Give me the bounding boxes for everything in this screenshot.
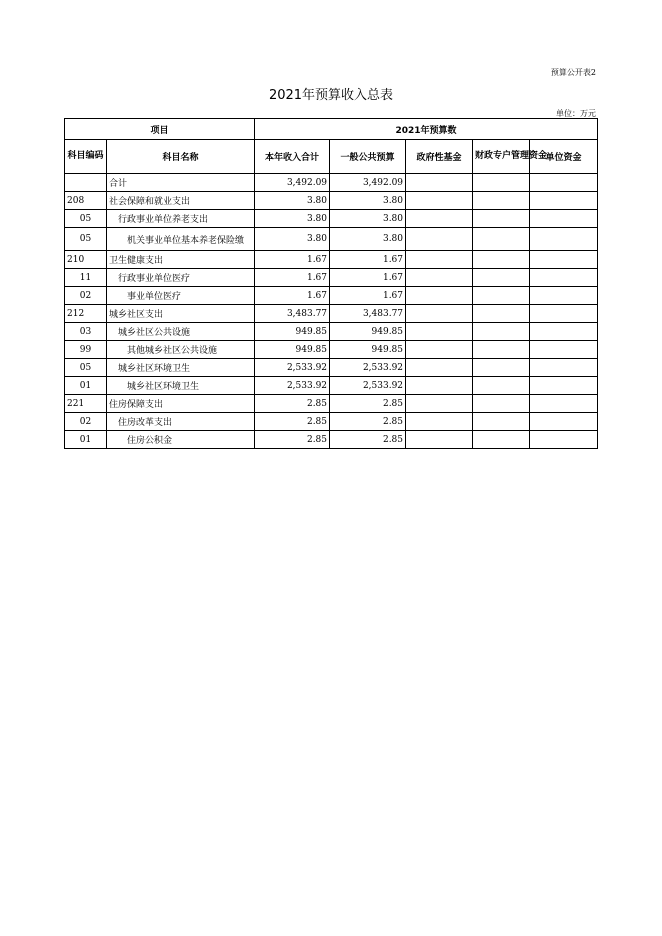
table-row	[65, 210, 598, 228]
row-name: 机关事业单位基本养老保险缴	[107, 228, 255, 251]
row-total: 3,483.77	[255, 305, 330, 323]
row-total: 2.85	[255, 431, 330, 449]
table-row	[65, 431, 598, 449]
row-code: 208	[65, 192, 107, 210]
table-row	[65, 323, 598, 341]
row-code: 212	[65, 305, 107, 323]
row-special	[473, 192, 530, 210]
group-header-budget: 2021年预算数	[255, 119, 598, 140]
column-header-special: 财政专户管理资金	[473, 140, 530, 174]
table-row	[65, 269, 598, 287]
row-fund	[406, 174, 473, 192]
row-fund	[406, 359, 473, 377]
row-unit-funds	[530, 431, 598, 449]
table-row	[65, 413, 598, 431]
row-name: 卫生健康支出	[107, 251, 255, 269]
row-special	[473, 174, 530, 192]
table-row	[65, 341, 598, 359]
row-code: 221	[65, 395, 107, 413]
table-number-label: 预算公开表2	[550, 68, 596, 77]
column-header-total: 本年收入合计	[255, 140, 330, 174]
row-total: 2.85	[255, 395, 330, 413]
row-fund	[406, 305, 473, 323]
row-total: 3.80	[255, 210, 330, 228]
column-header-unit-funds: 单位资金	[530, 140, 598, 174]
row-general: 949.85	[330, 341, 406, 359]
row-total: 2,533.92	[255, 359, 330, 377]
row-fund	[406, 228, 473, 251]
row-special	[473, 228, 530, 251]
row-name: 住房公积金	[107, 431, 255, 449]
row-code: 03	[65, 323, 107, 341]
row-unit-funds	[530, 377, 598, 395]
page-title: 2021年预算收入总表	[268, 88, 394, 103]
unit-label: 单位：万元	[556, 109, 596, 118]
row-code: 05	[65, 228, 107, 251]
row-unit-funds	[530, 413, 598, 431]
row-code: 05	[65, 359, 107, 377]
row-total: 1.67	[255, 251, 330, 269]
row-fund	[406, 413, 473, 431]
row-general: 3.80	[330, 192, 406, 210]
row-name: 城乡社区环境卫生	[107, 377, 255, 395]
row-total: 2,533.92	[255, 377, 330, 395]
row-special	[473, 431, 530, 449]
row-unit-funds	[530, 192, 598, 210]
table-row	[65, 192, 598, 210]
row-name: 住房保障支出	[107, 395, 255, 413]
row-general: 2.85	[330, 431, 406, 449]
row-general: 949.85	[330, 323, 406, 341]
row-special	[473, 377, 530, 395]
row-general: 1.67	[330, 251, 406, 269]
row-special	[473, 413, 530, 431]
row-special	[473, 323, 530, 341]
table-row	[65, 359, 598, 377]
row-fund	[406, 192, 473, 210]
row-fund	[406, 269, 473, 287]
row-total: 1.67	[255, 269, 330, 287]
row-code: 99	[65, 341, 107, 359]
row-general: 3,492.09	[330, 174, 406, 192]
row-unit-funds	[530, 228, 598, 251]
row-unit-funds	[530, 269, 598, 287]
row-code: 210	[65, 251, 107, 269]
row-unit-funds	[530, 210, 598, 228]
row-code: 01	[65, 431, 107, 449]
row-general: 3,483.77	[330, 305, 406, 323]
row-total: 2.85	[255, 413, 330, 431]
row-name: 住房改革支出	[107, 413, 255, 431]
row-name: 合计	[107, 174, 255, 192]
row-unit-funds	[530, 287, 598, 305]
row-special	[473, 305, 530, 323]
row-fund	[406, 287, 473, 305]
row-general: 1.67	[330, 287, 406, 305]
row-general: 1.67	[330, 269, 406, 287]
row-total: 3.80	[255, 228, 330, 251]
table-body	[65, 174, 598, 449]
row-fund	[406, 377, 473, 395]
row-total: 949.85	[255, 341, 330, 359]
row-special	[473, 341, 530, 359]
table-row	[65, 305, 598, 323]
row-general: 3.80	[330, 210, 406, 228]
row-fund	[406, 395, 473, 413]
row-unit-funds	[530, 359, 598, 377]
row-special	[473, 287, 530, 305]
row-name: 行政事业单位医疗	[107, 269, 255, 287]
row-code: 01	[65, 377, 107, 395]
row-name: 行政事业单位养老支出	[107, 210, 255, 228]
row-unit-funds	[530, 341, 598, 359]
row-fund	[406, 431, 473, 449]
row-code: 11	[65, 269, 107, 287]
column-header-fund: 政府性基金	[406, 140, 473, 174]
table-row	[65, 377, 598, 395]
row-fund	[406, 251, 473, 269]
row-general: 2,533.92	[330, 377, 406, 395]
table-row	[65, 228, 598, 251]
row-general: 3.80	[330, 228, 406, 251]
table-row	[65, 287, 598, 305]
row-special	[473, 395, 530, 413]
row-name: 其他城乡社区公共设施	[107, 341, 255, 359]
group-header-item: 项目	[65, 119, 255, 140]
row-special	[473, 251, 530, 269]
row-name: 社会保障和就业支出	[107, 192, 255, 210]
row-fund	[406, 210, 473, 228]
row-total: 949.85	[255, 323, 330, 341]
table-row	[65, 174, 598, 192]
row-code: 05	[65, 210, 107, 228]
row-name: 城乡社区环境卫生	[107, 359, 255, 377]
row-unit-funds	[530, 395, 598, 413]
row-unit-funds	[530, 323, 598, 341]
column-header-name: 科目名称	[107, 140, 255, 174]
row-code: 02	[65, 413, 107, 431]
row-name: 事业单位医疗	[107, 287, 255, 305]
column-header-code: 科目编码	[65, 140, 107, 174]
row-special	[473, 359, 530, 377]
row-code: 02	[65, 287, 107, 305]
row-name: 城乡社区公共设施	[107, 323, 255, 341]
row-fund	[406, 341, 473, 359]
row-name: 城乡社区支出	[107, 305, 255, 323]
table-row	[65, 395, 598, 413]
row-unit-funds	[530, 174, 598, 192]
row-special	[473, 269, 530, 287]
row-total: 1.67	[255, 287, 330, 305]
budget-income-table	[64, 118, 598, 449]
table-row	[65, 251, 598, 269]
row-unit-funds	[530, 305, 598, 323]
row-code	[65, 174, 107, 192]
row-total: 3,492.09	[255, 174, 330, 192]
row-unit-funds	[530, 251, 598, 269]
row-fund	[406, 323, 473, 341]
row-general: 2.85	[330, 395, 406, 413]
row-total: 3.80	[255, 192, 330, 210]
row-general: 2,533.92	[330, 359, 406, 377]
column-header-general: 一般公共预算	[330, 140, 406, 174]
row-special	[473, 210, 530, 228]
row-general: 2.85	[330, 413, 406, 431]
